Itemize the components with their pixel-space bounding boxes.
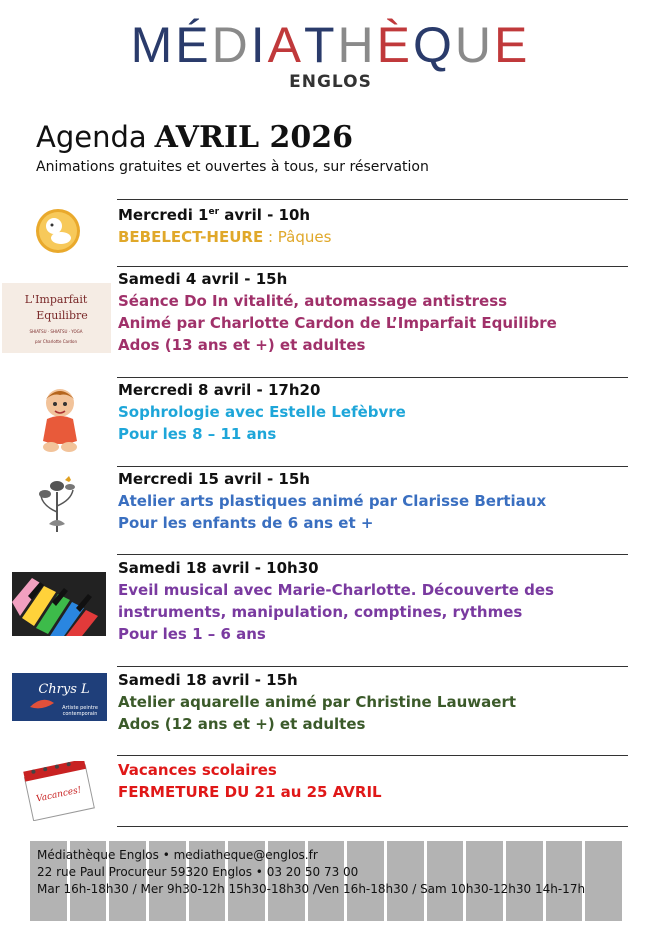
event-line: Pour les enfants de 6 ans et + xyxy=(118,514,374,532)
piano-keys-icon xyxy=(12,572,106,640)
event-date xyxy=(118,201,638,226)
logo-letter: U xyxy=(454,17,495,73)
event-line: Pour les 8 – 11 ans xyxy=(118,425,277,443)
imparfait-equilibre-logo xyxy=(2,283,111,353)
calendar-vacances-icon xyxy=(20,761,96,825)
event-line: instruments, manipulation, comptines, rythmes xyxy=(118,603,523,621)
logo-letter: È xyxy=(376,17,414,73)
footer-text xyxy=(37,847,585,898)
event-date: Samedi 18 avril - 10h30 xyxy=(118,559,319,577)
agenda-month: AVRIL 2026 xyxy=(154,120,354,155)
footer xyxy=(30,841,625,921)
divider xyxy=(117,554,628,555)
agenda-title xyxy=(36,120,429,155)
svg-text:Chrys L: Chrys L xyxy=(38,682,90,697)
chrys-l-logo xyxy=(12,673,107,721)
logo-letter: D xyxy=(211,17,251,73)
footer-col xyxy=(585,841,625,921)
event-line: Eveil musical avec Marie-Charlotte. Découverte des xyxy=(118,581,554,599)
event-6 xyxy=(118,669,638,735)
header xyxy=(0,18,661,92)
agenda-subtitle: Animations gratuites et ouvertes à tous, sur réservation xyxy=(36,159,429,175)
divider xyxy=(117,199,628,200)
event-3 xyxy=(118,379,638,445)
event-line: FERMETURE DU 21 au 25 AVRIL xyxy=(118,783,382,801)
logo-letter: T xyxy=(304,17,338,73)
svg-text:Artiste peintre: Artiste peintre xyxy=(62,705,98,711)
footer-address: 22 rue Paul Procureur 59320 Englos • 03 20 50 73 00 xyxy=(37,865,359,879)
event-title-rest: : Pâques xyxy=(263,228,332,246)
logo-letter: H xyxy=(337,17,377,73)
event-4 xyxy=(118,468,638,534)
logo-letter: É xyxy=(175,17,212,73)
event-line: Ados (13 ans et +) et adultes xyxy=(118,336,366,354)
divider xyxy=(117,666,628,667)
event-date: Mercredi 8 avril - 17h20 xyxy=(118,381,321,399)
logo-letter: I xyxy=(250,17,268,73)
event-5 xyxy=(118,557,638,645)
divider xyxy=(117,266,628,267)
event-date-time: avril - 10h xyxy=(219,206,311,224)
event-date: Samedi 4 avril - 15h xyxy=(118,270,288,288)
baby-icon xyxy=(34,207,82,259)
divider xyxy=(117,466,628,467)
svg-text:SHIATSU · SHIATSU · YOGA: SHIATSU · SHIATSU · YOGA xyxy=(29,329,83,334)
event-line: Atelier aquarelle animé par Christine Lauwaert xyxy=(118,693,517,711)
event-line: Sophrologie avec Estelle Lefèbvre xyxy=(118,403,406,421)
event-line: Séance Do In vitalité, automassage antistress xyxy=(118,292,508,310)
logo-title xyxy=(0,18,661,72)
event-title-bold: BEBELECT-HEURE xyxy=(118,228,264,246)
event-date: Samedi 18 avril - 15h xyxy=(118,671,298,689)
event-title xyxy=(118,226,638,248)
agenda-word: Agenda xyxy=(36,120,147,154)
event-line: Atelier arts plastiques animé par Clarisse Bertiaux xyxy=(118,492,547,510)
logo-subtitle: ENGLOS xyxy=(289,72,372,92)
event-2 xyxy=(118,268,638,356)
plant-art-icon xyxy=(35,472,80,538)
event-line: Vacances scolaires xyxy=(118,761,277,779)
footer-contact: Médiathèque Englos • mediatheque@englos.fr xyxy=(37,848,318,862)
divider xyxy=(117,377,628,378)
divider xyxy=(117,826,628,827)
divider xyxy=(117,755,628,756)
event-1 xyxy=(118,201,638,248)
event-line: Animé par Charlotte Cardon de L’Imparfait Equilibre xyxy=(118,314,557,332)
child-icon xyxy=(35,385,85,459)
svg-text:Vacances!: Vacances! xyxy=(35,785,83,805)
logo-letter: A xyxy=(267,17,304,73)
event-date-day: Mercredi 1 xyxy=(118,206,209,224)
event-7 xyxy=(118,759,638,803)
svg-text:contemporain: contemporain xyxy=(62,711,98,717)
event-line: Pour les 1 – 6 ans xyxy=(118,625,266,643)
event-date-sup: er xyxy=(208,207,220,217)
logo-letter: Q xyxy=(413,17,455,73)
event-date: Mercredi 15 avril - 15h xyxy=(118,470,310,488)
svg-text:par Charlotte Cardon: par Charlotte Cardon xyxy=(34,339,78,344)
event-line: Ados (12 ans et +) et adultes xyxy=(118,715,366,733)
agenda-heading xyxy=(36,120,429,175)
svg-text:L'Imparfait: L'Imparfait xyxy=(24,293,88,306)
footer-hours: Mar 16h-18h30 / Mer 9h30-12h 15h30-18h30 /Ven 16h-18h30 / Sam 10h30-12h30 14h-17h xyxy=(37,882,586,896)
svg-text:Equilibre: Equilibre xyxy=(36,309,88,322)
logo-letter: M xyxy=(130,17,176,73)
logo-letter: E xyxy=(494,17,531,73)
